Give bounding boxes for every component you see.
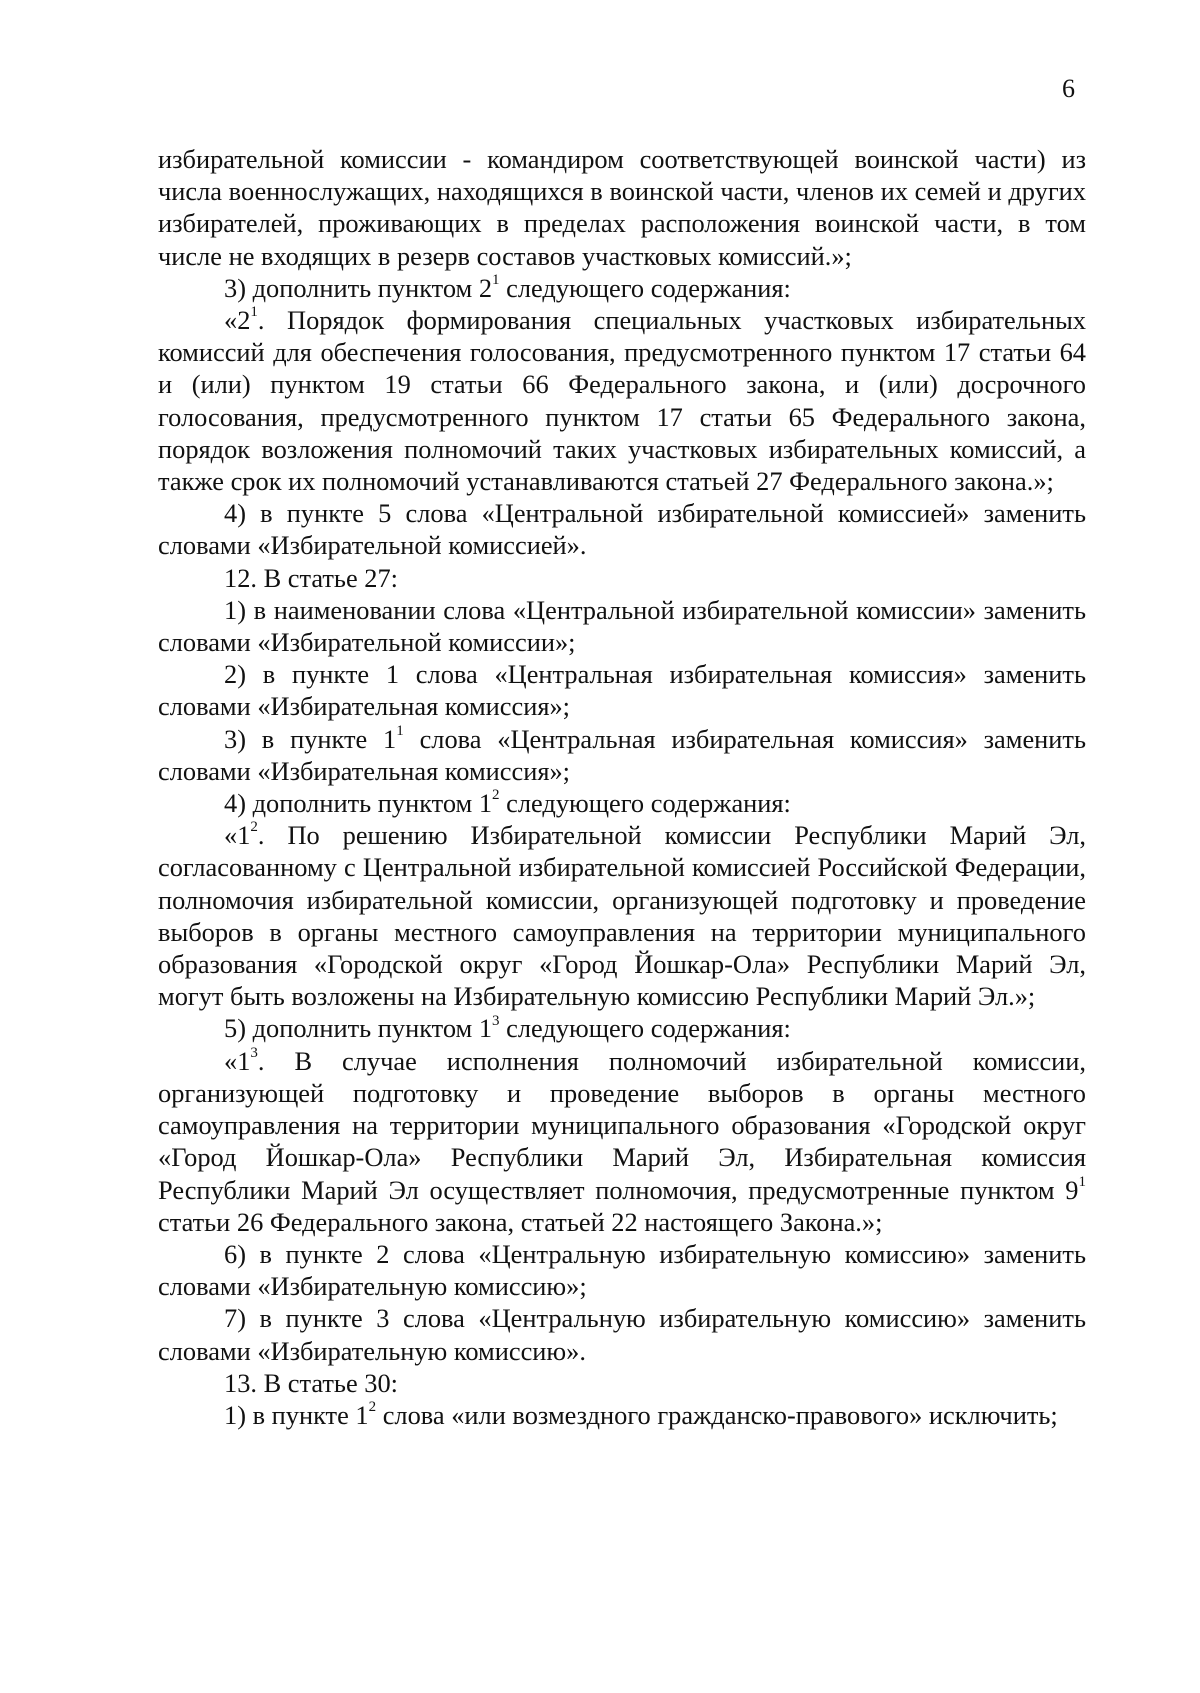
document-paragraph (158, 1399, 1086, 1431)
paragraph-text: «1 (224, 820, 251, 851)
paragraph-text: 2) в пункте 1 слова «Центральная избирательная комиссия» заменить словами «Избирательная комиссия»; (158, 659, 1086, 722)
document-paragraph (158, 562, 1086, 594)
document-paragraph (158, 723, 1086, 787)
paragraph-text: 1) в пункте 1 (224, 1399, 369, 1430)
superscript-index: 2 (368, 1399, 377, 1416)
paragraph-text: «2 (224, 305, 251, 336)
paragraph-text: 7) в пункте 3 слова «Центральную избирательную комиссию» заменить словами «Избирательную комиссию». (158, 1303, 1086, 1366)
superscript-index: 1 (250, 304, 258, 321)
paragraph-text: . В случае исполнения полномочий избирательной комиссии, организующей подготовку и проведение выборов в органы местного самоуправления на территории муниципального образования «Городской округ «Город Йошкар-Ола» Республики Марий Эл, Избирательная комиссия Республики Марий Эл осуществляет полномочия, предусмотренные пунктом 9 (158, 1045, 1086, 1205)
document-paragraph (158, 1012, 1086, 1044)
document-paragraph (158, 1045, 1086, 1238)
paragraph-text: 4) дополнить пунктом 1 (224, 788, 493, 819)
paragraph-text: следующего содержания: (499, 788, 791, 819)
superscript-index: 3 (492, 1012, 500, 1029)
superscript-index: 2 (492, 787, 500, 804)
paragraph-text: слова «или возмездного гражданско-правового» исключить; (376, 1399, 1058, 1430)
superscript-index: 1 (1078, 1173, 1086, 1190)
superscript-index: 2 (250, 819, 258, 836)
document-paragraph (158, 304, 1086, 497)
document-paragraph (158, 787, 1086, 819)
paragraph-text: следующего содержания: (499, 1013, 791, 1044)
document-body (158, 143, 1086, 1431)
paragraph-text: 5) дополнить пунктом 1 (224, 1013, 493, 1044)
paragraph-text: . По решению Избирательной комиссии Республики Марий Эл, согласованному с Центральной избирательной комиссией Российской Федерации, полномочия избирательной комиссии, организующей подготовку и проведение выборов в органы местного самоуправления на территории муниципального образования «Городской округ «Город Йошкар-Ола» Республики Марий Эл, могут быть возложены на Избирательную комиссию Республики Марий Эл.»; (158, 820, 1086, 1012)
document-paragraph (158, 819, 1086, 1012)
paragraph-text: избирательной комиссии - командиром соответствующей воинской части) из числа военнослужащих, находящихся в воинской части, членов их семей и других избирателей, проживающих в пределах расположения воинской части, в том числе не входящих в резерв составов участковых комиссий.»; (158, 144, 1086, 271)
paragraph-text: статьи 26 Федерального закона, статьей 22 настоящего Закона.»; (158, 1206, 883, 1237)
paragraph-text: следующего содержания: (499, 272, 791, 303)
document-paragraph (158, 272, 1086, 304)
paragraph-text: слова «Центральная избирательная комиссия» заменить словами «Избирательная комиссия»; (158, 723, 1086, 786)
document-paragraph (158, 658, 1086, 722)
paragraph-text: 4) в пункте 5 слова «Центральной избирательной комиссией» заменить словами «Избирательной комиссией». (158, 498, 1086, 561)
document-paragraph (158, 594, 1086, 658)
paragraph-text: 3) в пункте 1 (224, 723, 397, 754)
document-paragraph (158, 1367, 1086, 1399)
superscript-index: 3 (250, 1044, 258, 1061)
document-paragraph (158, 1238, 1086, 1302)
paragraph-text: 12. В статье 27: (224, 562, 398, 593)
paragraph-text: 13. В статье 30: (224, 1367, 398, 1398)
document-paragraph (158, 143, 1086, 272)
paragraph-text: 1) в наименовании слова «Центральной избирательной комиссии» заменить словами «Избирательной комиссии»; (158, 594, 1086, 658)
paragraph-text: 6) в пункте 2 слова «Центральную избирательную комиссию» заменить словами «Избирательную комиссию»; (158, 1238, 1086, 1302)
paragraph-text: 3) дополнить пунктом 2 (224, 272, 493, 303)
document-paragraph (158, 497, 1086, 561)
superscript-index: 1 (492, 272, 500, 289)
document-paragraph (158, 1302, 1086, 1366)
superscript-index: 1 (396, 722, 404, 739)
page-number: 6 (1062, 74, 1075, 103)
paragraph-text: . Порядок формирования специальных участковых избирательных комиссий для обеспечения голосования, предусмотренного пунктом 17 статьи 64 и (или) пунктом 19 статьи 66 Федерального закона, и (или) досрочного голосования, предусмотренного пунктом 17 статьи 65 Федерального закона, порядок возложения полномочий таких участковых избирательных комиссий, а также срок их полномочий устанавливаются статьей 27 Федерального закона.»; (158, 305, 1086, 497)
paragraph-text: «1 (224, 1045, 251, 1076)
